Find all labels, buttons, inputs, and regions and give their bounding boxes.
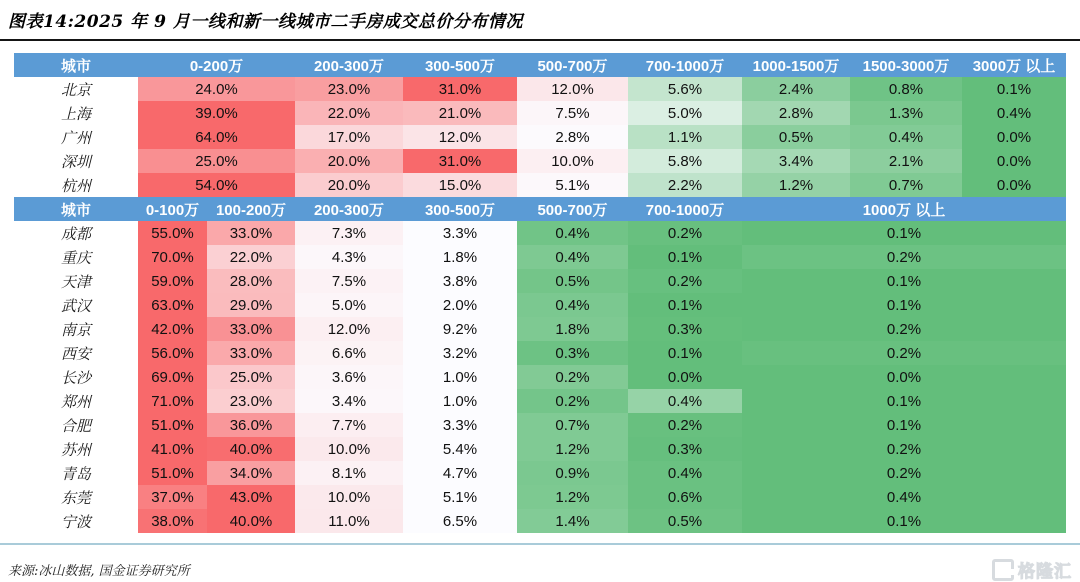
heatmap-cell: 3.6% [295,365,403,389]
gelonghui-logo-text: 格隆汇 [1018,562,1072,581]
heatmap-cell: 42.0% [138,317,207,341]
heatmap-tables [14,53,1066,533]
table-row [14,221,1066,245]
heatmap-cell: 0.1% [628,293,742,317]
table-row [14,77,1066,101]
gelonghui-logo-icon [992,559,1014,581]
heatmap-cell: 40.0% [207,437,295,461]
column-header: 0-200万 [138,53,295,77]
heatmap-cell: 5.1% [403,485,517,509]
column-header: 100-200万 [207,197,295,221]
column-header: 700-1000万 [628,197,742,221]
footer [0,553,1080,582]
heatmap-cell: 1.2% [517,437,628,461]
heatmap-cell: 21.0% [403,101,517,125]
heatmap-cell: 54.0% [138,173,295,197]
heatmap-cell: 0.4% [517,221,628,245]
heatmap-cell: 0.3% [628,317,742,341]
column-header: 300-500万 [403,53,517,77]
heatmap-cell: 0.1% [742,413,1066,437]
header-row [14,53,1066,77]
heatmap-cell: 1.8% [403,245,517,269]
heatmap-cell: 51.0% [138,461,207,485]
column-header: 1500-3000万 [850,53,962,77]
heatmap-cell: 29.0% [207,293,295,317]
heatmap-cell: 0.1% [742,293,1066,317]
heatmap-cell: 40.0% [207,509,295,533]
heatmap-cell: 0.9% [517,461,628,485]
heatmap-cell: 39.0% [138,101,295,125]
heatmap-cell: 23.0% [207,389,295,413]
heatmap-cell: 6.6% [295,341,403,365]
heatmap-cell: 64.0% [138,125,295,149]
heatmap-cell: 0.5% [517,269,628,293]
heatmap-cell: 1.3% [850,101,962,125]
city-name: 西安 [14,341,138,365]
heatmap-cell: 5.1% [517,173,628,197]
column-header: 1000万 以上 [742,197,1066,221]
heatmap-cell: 22.0% [207,245,295,269]
column-header: 0-100万 [138,197,207,221]
city-name: 青岛 [14,461,138,485]
heatmap-cell: 0.0% [962,173,1066,197]
table-row [14,125,1066,149]
heatmap-cell: 23.0% [295,77,403,101]
heatmap-cell: 34.0% [207,461,295,485]
heatmap-cell: 9.2% [403,317,517,341]
column-header: 500-700万 [517,53,628,77]
table-row [14,461,1066,485]
title-rule [0,39,1080,41]
heatmap-cell: 56.0% [138,341,207,365]
heatmap-cell: 71.0% [138,389,207,413]
table-row [14,485,1066,509]
heatmap-cell: 1.4% [517,509,628,533]
city-name: 宁波 [14,509,138,533]
heatmap-cell: 37.0% [138,485,207,509]
heatmap-cell: 5.6% [628,77,742,101]
column-header: 城市 [14,53,138,77]
heatmap-cell: 0.2% [742,461,1066,485]
heatmap-cell: 10.0% [517,149,628,173]
heatmap-cell: 0.0% [742,365,1066,389]
heatmap-cell: 25.0% [138,149,295,173]
table-row [14,173,1066,197]
heatmap-cell: 0.4% [850,125,962,149]
heatmap-cell: 0.1% [628,341,742,365]
source-note: 来源:冰山数据, 国金证券研究所 [8,564,190,579]
heatmap-cell: 12.0% [295,317,403,341]
heatmap-cell: 59.0% [138,269,207,293]
table-row [14,437,1066,461]
heatmap-cell: 0.2% [742,341,1066,365]
heatmap-cell: 10.0% [295,437,403,461]
heatmap-cell: 0.4% [517,245,628,269]
heatmap-cell: 0.1% [742,389,1066,413]
heatmap-cell: 0.7% [517,413,628,437]
table-row [14,341,1066,365]
bottom-divider [0,543,1080,545]
heatmap-cell: 4.3% [295,245,403,269]
heatmap-cell: 0.4% [962,101,1066,125]
heatmap-cell: 0.4% [742,485,1066,509]
column-header: 1000-1500万 [742,53,850,77]
heatmap-cell: 24.0% [138,77,295,101]
column-header: 500-700万 [517,197,628,221]
heatmap-cell: 0.2% [742,437,1066,461]
heatmap-cell: 0.5% [628,509,742,533]
city-name: 北京 [14,77,138,101]
heatmap-cell: 3.8% [403,269,517,293]
column-header: 300-500万 [403,197,517,221]
heatmap-cell: 3.3% [403,413,517,437]
heatmap-cell: 33.0% [207,317,295,341]
heatmap-cell: 31.0% [403,77,517,101]
table-row [14,413,1066,437]
heatmap-cell: 0.4% [628,461,742,485]
heatmap-cell: 3.2% [403,341,517,365]
heatmap-cell: 0.0% [962,125,1066,149]
heatmap-cell: 55.0% [138,221,207,245]
heatmap-cell: 0.1% [628,245,742,269]
heatmap-cell: 70.0% [138,245,207,269]
figure-title: 图表14:2025 年 9 月一线和新一线城市二手房成交总价分布情况 [8,12,523,32]
heatmap-cell: 2.1% [850,149,962,173]
heatmap-cell: 4.7% [403,461,517,485]
heatmap-cell: 12.0% [517,77,628,101]
heatmap-cell: 20.0% [295,149,403,173]
heatmap-cell: 20.0% [295,173,403,197]
city-name: 杭州 [14,173,138,197]
heatmap-cell: 7.3% [295,221,403,245]
heatmap-cell: 41.0% [138,437,207,461]
city-name: 武汉 [14,293,138,317]
heatmap-cell: 7.7% [295,413,403,437]
heatmap-cell: 3.4% [742,149,850,173]
table-row [14,149,1066,173]
heatmap-cell: 36.0% [207,413,295,437]
table-row [14,269,1066,293]
heatmap-cell: 3.3% [403,221,517,245]
heatmap-cell: 2.2% [628,173,742,197]
header-row [14,197,1066,221]
new-tier1-table [14,197,1066,533]
heatmap-cell: 0.2% [742,317,1066,341]
heatmap-cell: 69.0% [138,365,207,389]
table-row [14,101,1066,125]
heatmap-cell: 0.1% [742,269,1066,293]
heatmap-cell: 5.4% [403,437,517,461]
heatmap-cell: 0.1% [742,221,1066,245]
heatmap-cell: 33.0% [207,221,295,245]
heatmap-cell: 2.4% [742,77,850,101]
heatmap-cell: 17.0% [295,125,403,149]
city-name: 合肥 [14,413,138,437]
heatmap-cell: 31.0% [403,149,517,173]
heatmap-cell: 63.0% [138,293,207,317]
heatmap-cell: 1.0% [403,365,517,389]
heatmap-cell: 0.6% [628,485,742,509]
heatmap-cell: 25.0% [207,365,295,389]
heatmap-cell: 2.0% [403,293,517,317]
column-header: 城市 [14,197,138,221]
city-name: 郑州 [14,389,138,413]
heatmap-cell: 7.5% [517,101,628,125]
heatmap-cell: 2.8% [517,125,628,149]
heatmap-cell: 0.4% [628,389,742,413]
heatmap-cell: 6.5% [403,509,517,533]
heatmap-cell: 1.2% [742,173,850,197]
heatmap-cell: 22.0% [295,101,403,125]
table-row [14,317,1066,341]
city-name: 长沙 [14,365,138,389]
heatmap-cell: 0.2% [628,269,742,293]
heatmap-cell: 38.0% [138,509,207,533]
heatmap-cell: 11.0% [295,509,403,533]
table-row [14,389,1066,413]
heatmap-cell: 1.0% [403,389,517,413]
city-name: 上海 [14,101,138,125]
heatmap-cell: 0.4% [517,293,628,317]
city-name: 深圳 [14,149,138,173]
column-header: 3000万 以上 [962,53,1066,77]
heatmap-cell: 15.0% [403,173,517,197]
table-row [14,509,1066,533]
city-name: 南京 [14,317,138,341]
table-row [14,365,1066,389]
heatmap-cell: 0.2% [742,245,1066,269]
heatmap-cell: 28.0% [207,269,295,293]
heatmap-cell: 0.0% [628,365,742,389]
heatmap-cell: 1.1% [628,125,742,149]
table-row [14,293,1066,317]
heatmap-cell: 8.1% [295,461,403,485]
heatmap-cell: 5.0% [628,101,742,125]
heatmap-cell: 7.5% [295,269,403,293]
heatmap-cell: 0.7% [850,173,962,197]
heatmap-cell: 0.0% [962,149,1066,173]
heatmap-cell: 0.1% [962,77,1066,101]
tier1-table [14,53,1066,197]
heatmap-cell: 12.0% [403,125,517,149]
column-header: 200-300万 [295,53,403,77]
heatmap-cell: 10.0% [295,485,403,509]
column-header: 700-1000万 [628,53,742,77]
heatmap-cell: 0.2% [517,365,628,389]
heatmap-cell: 0.2% [517,389,628,413]
city-name: 苏州 [14,437,138,461]
heatmap-cell: 0.2% [628,221,742,245]
heatmap-cell: 0.1% [742,509,1066,533]
city-name: 成都 [14,221,138,245]
heatmap-cell: 2.8% [742,101,850,125]
table-row [14,245,1066,269]
heatmap-cell: 43.0% [207,485,295,509]
city-name: 重庆 [14,245,138,269]
heatmap-cell: 0.5% [742,125,850,149]
heatmap-cell: 0.3% [628,437,742,461]
heatmap-cell: 5.0% [295,293,403,317]
heatmap-cell: 33.0% [207,341,295,365]
city-name: 广州 [14,125,138,149]
heatmap-cell: 1.8% [517,317,628,341]
gelonghui-logo [992,557,1072,582]
heatmap-cell: 1.2% [517,485,628,509]
column-header: 200-300万 [295,197,403,221]
heatmap-cell: 51.0% [138,413,207,437]
heatmap-cell: 0.2% [628,413,742,437]
city-name: 天津 [14,269,138,293]
city-name: 东莞 [14,485,138,509]
heatmap-cell: 0.8% [850,77,962,101]
heatmap-cell: 5.8% [628,149,742,173]
heatmap-cell: 3.4% [295,389,403,413]
heatmap-cell: 0.3% [517,341,628,365]
